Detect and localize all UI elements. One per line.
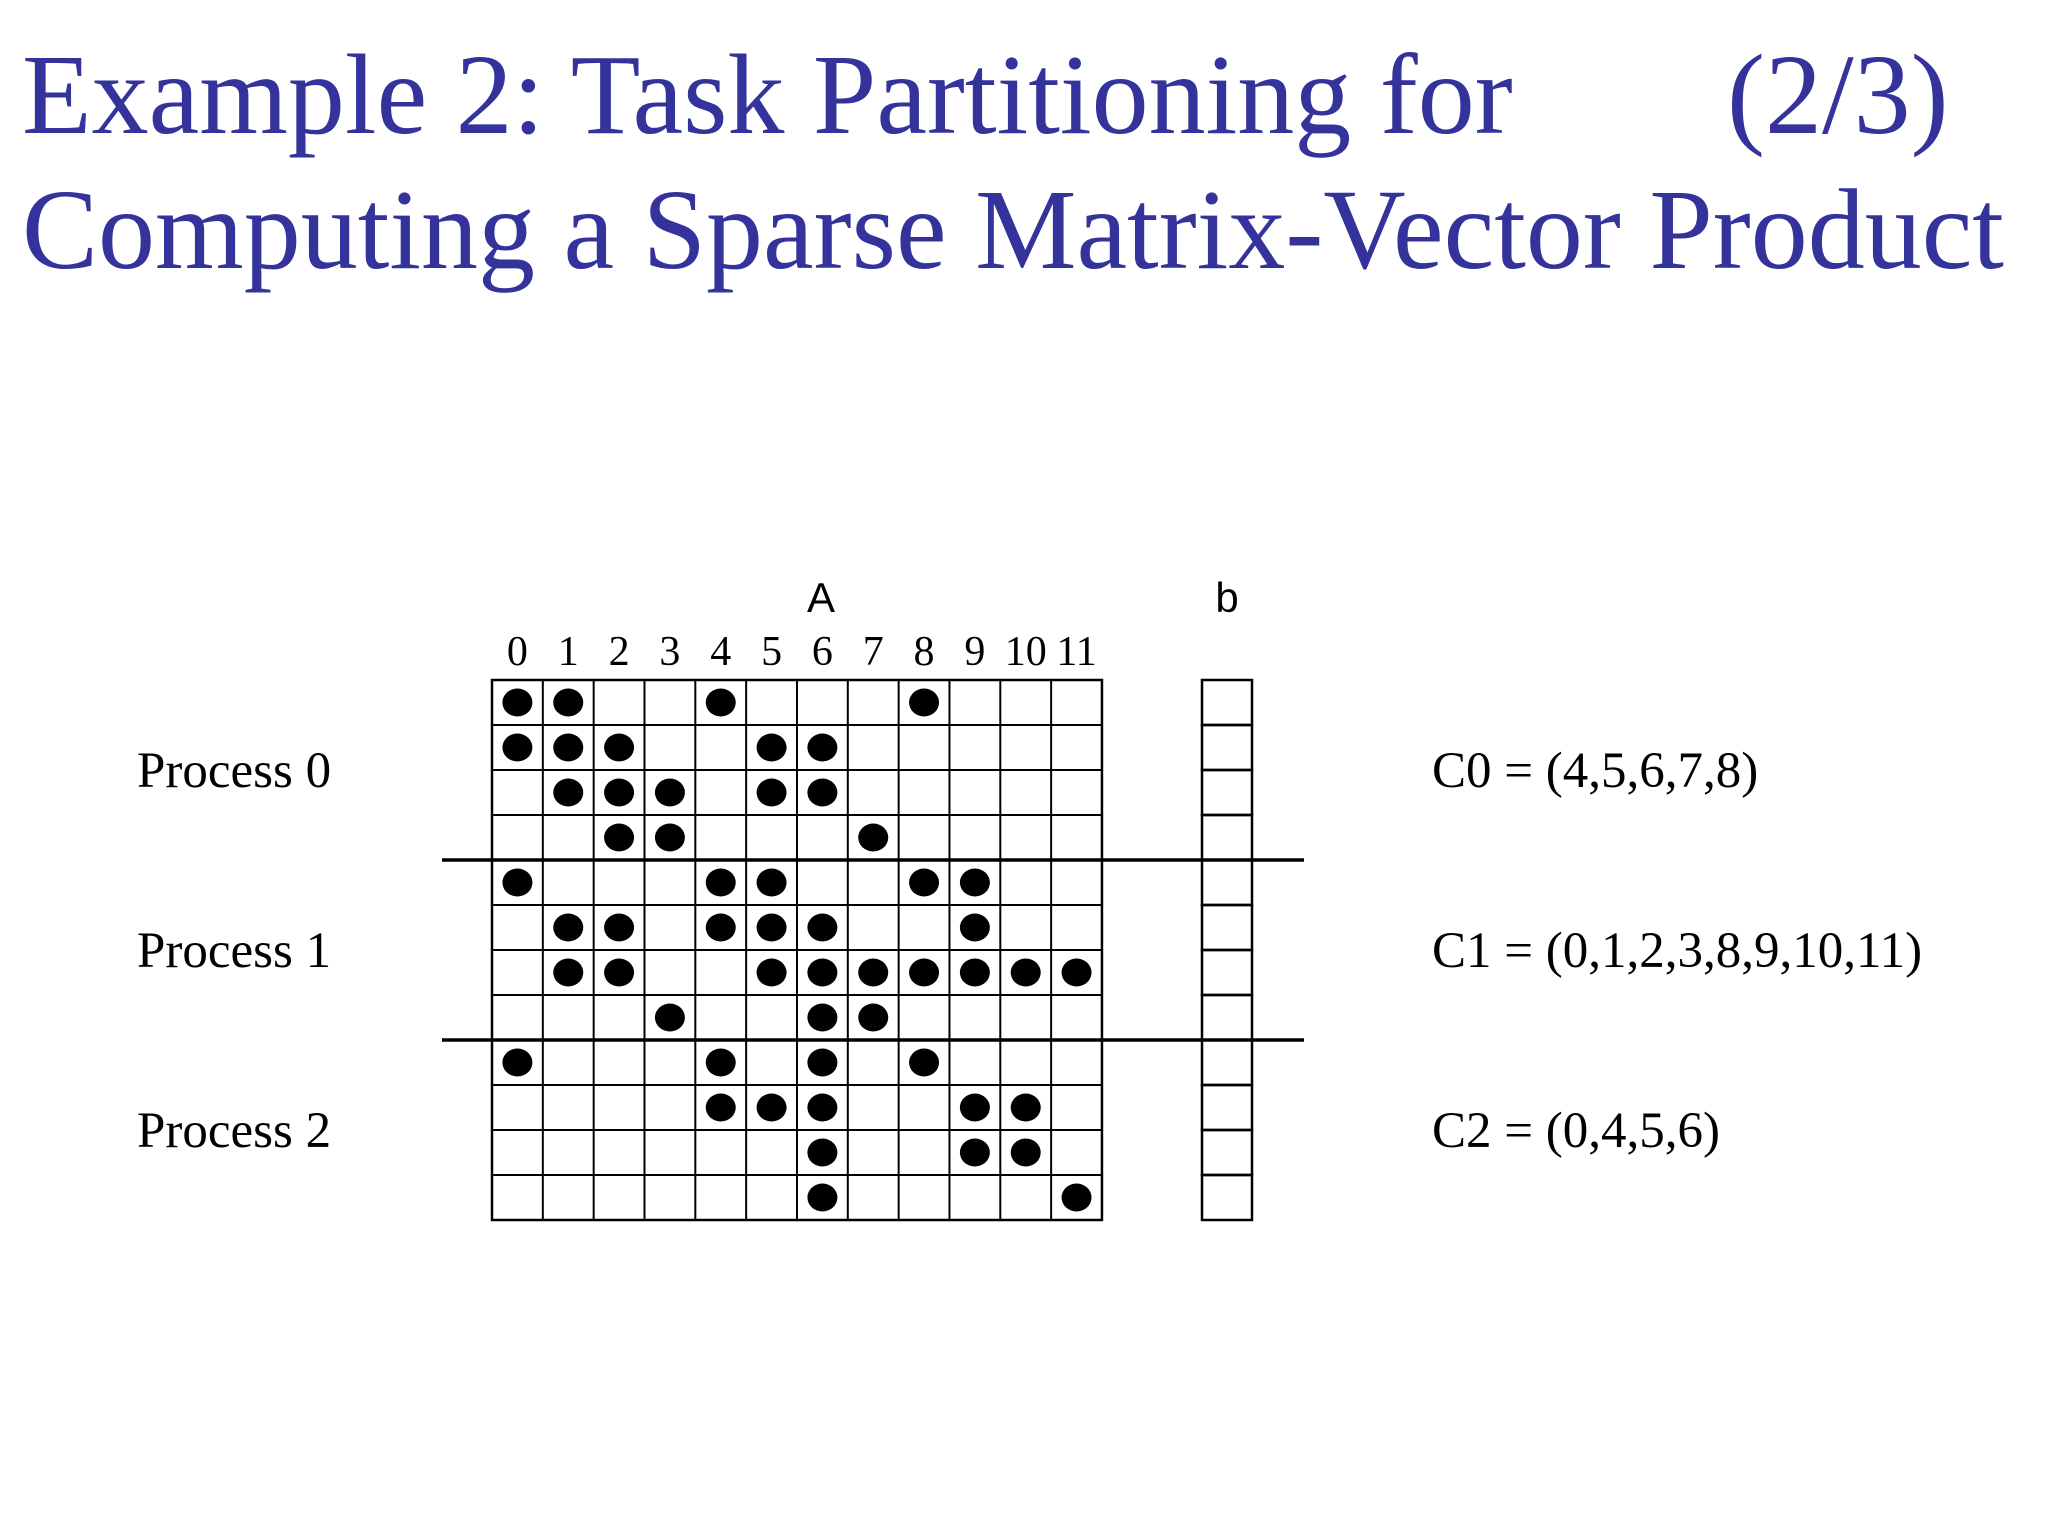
nonzero-dot <box>553 734 583 762</box>
column-index-labels <box>507 629 1097 675</box>
nonzero-dot <box>604 734 634 762</box>
nonzero-dot <box>960 869 990 897</box>
title-line-1: Example 2: Task Partitioning for <box>22 31 1513 158</box>
nonzero-dot <box>604 959 634 987</box>
column-index-label: 3 <box>659 629 681 675</box>
nonzero-dot <box>807 959 837 987</box>
column-index-label: 5 <box>761 629 783 675</box>
nonzero-dot <box>909 689 939 717</box>
nonzero-dot <box>807 779 837 807</box>
nonzero-dot <box>604 824 634 852</box>
column-index-label: 0 <box>506 629 528 675</box>
column-index-label: 11 <box>1056 629 1097 675</box>
vector-b-cell <box>1202 995 1252 1040</box>
vector-b-grid <box>1202 680 1252 1220</box>
process-labels <box>137 743 331 1159</box>
vector-b-cell <box>1202 1130 1252 1175</box>
nonzero-dot <box>909 959 939 987</box>
column-index-label: 2 <box>608 629 630 675</box>
nonzero-dot <box>807 1139 837 1167</box>
nonzero-dot <box>858 1004 888 1032</box>
vector-b-cell <box>1202 905 1252 950</box>
communication-sets <box>1432 743 1922 1159</box>
slide-page-indicator: (2/3) <box>1727 31 1949 158</box>
vector-b-cell <box>1202 1175 1252 1220</box>
process-label: Process 1 <box>137 923 332 979</box>
process-label: Process 0 <box>137 743 332 799</box>
vector-b-cell <box>1202 725 1252 770</box>
nonzero-dot <box>807 1094 837 1122</box>
nonzero-dot <box>807 734 837 762</box>
process-label: Process 2 <box>137 1103 332 1159</box>
nonzero-dot <box>757 1094 787 1122</box>
column-index-label: 9 <box>964 629 986 675</box>
nonzero-dot <box>960 1094 990 1122</box>
title-line-2: Computing a Sparse Matrix-Vector Product <box>22 166 2004 293</box>
nonzero-dot <box>706 914 736 942</box>
nonzero-dot <box>757 734 787 762</box>
nonzero-dot <box>757 869 787 897</box>
nonzero-dot <box>655 824 685 852</box>
nonzero-dot <box>909 1049 939 1077</box>
nonzero-dot <box>807 1184 837 1212</box>
column-index-label: 7 <box>862 629 884 675</box>
communication-set: C1 = (0,1,2,3,8,9,10,11) <box>1432 923 1923 979</box>
vector-b-label: b <box>1215 574 1239 621</box>
nonzero-dot <box>960 1139 990 1167</box>
nonzero-dot <box>909 869 939 897</box>
nonzero-dot <box>757 959 787 987</box>
nonzero-dot <box>858 824 888 852</box>
nonzero-dot <box>858 959 888 987</box>
vector-b-cell <box>1202 860 1252 905</box>
nonzero-dot <box>553 914 583 942</box>
nonzero-dot <box>960 959 990 987</box>
column-index-label: 1 <box>557 629 579 675</box>
matrix-grid <box>492 680 1102 1220</box>
vector-b-cell <box>1202 815 1252 860</box>
column-index-label: 4 <box>710 629 732 675</box>
nonzero-dot <box>502 1049 532 1077</box>
nonzero-dot <box>1011 1139 1041 1167</box>
nonzero-dot <box>502 734 532 762</box>
nonzero-dot <box>604 914 634 942</box>
nonzero-dot <box>706 869 736 897</box>
nonzero-dot <box>706 689 736 717</box>
nonzero-dot <box>706 1049 736 1077</box>
vector-b-cell <box>1202 1085 1252 1130</box>
column-index-label: 6 <box>811 629 833 675</box>
nonzero-dot <box>655 779 685 807</box>
nonzero-dot <box>553 959 583 987</box>
nonzero-dot <box>807 1004 837 1032</box>
nonzero-dot <box>706 1094 736 1122</box>
nonzero-dot <box>757 779 787 807</box>
nonzero-dot <box>553 779 583 807</box>
nonzero-dot <box>757 914 787 942</box>
communication-set: C0 = (4,5,6,7,8) <box>1432 743 1759 799</box>
nonzero-dot <box>655 1004 685 1032</box>
column-index-label: 10 <box>1004 629 1047 675</box>
vector-b-cell <box>1202 1040 1252 1085</box>
nonzero-dot <box>807 1049 837 1077</box>
matrix-a-label: A <box>806 574 836 621</box>
nonzero-dot <box>960 914 990 942</box>
vector-b-cell <box>1202 770 1252 815</box>
nonzero-dot <box>1062 1184 1092 1212</box>
vector-b-cell <box>1202 950 1252 995</box>
nonzero-dot <box>502 689 532 717</box>
nonzero-dot <box>502 869 532 897</box>
communication-set: C2 = (0,4,5,6) <box>1432 1103 1720 1159</box>
vector-b-cell <box>1202 680 1252 725</box>
nonzero-dot <box>604 779 634 807</box>
column-index-label: 8 <box>913 629 935 675</box>
nonzero-dot <box>1011 959 1041 987</box>
nonzero-dot <box>553 689 583 717</box>
nonzero-dot <box>1011 1094 1041 1122</box>
nonzero-dot <box>807 914 837 942</box>
nonzero-dot <box>1062 959 1092 987</box>
